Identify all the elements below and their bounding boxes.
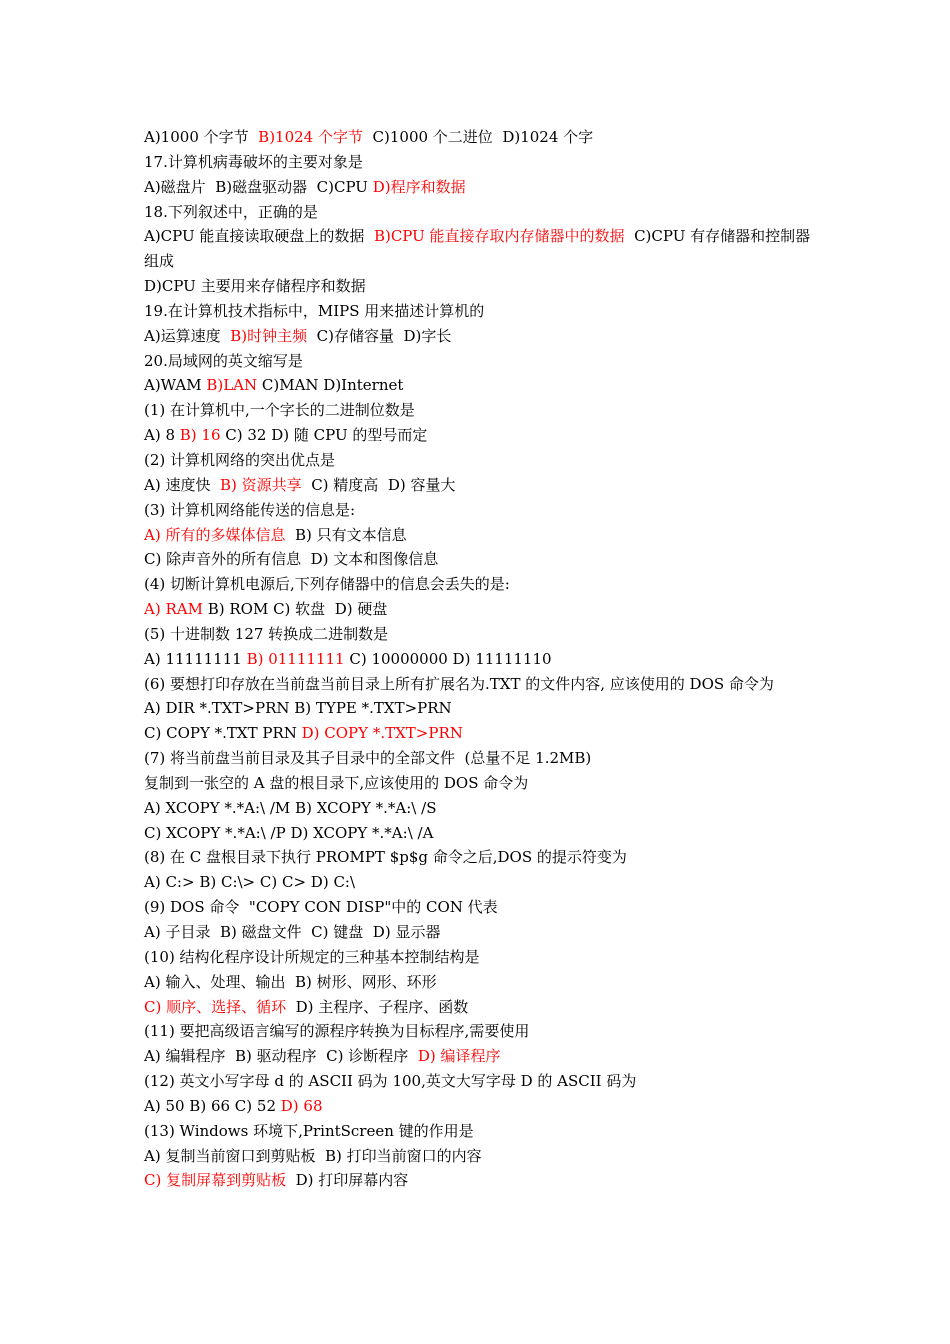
question-text: A) 编辑程序 B) 驱动程序 C) 诊断程序 — [144, 1047, 418, 1066]
question-text: (2) 计算机网络的突出优点是 — [144, 450, 336, 469]
answer-text: B)CPU 能直接存取内存储器中的数据 — [373, 227, 625, 246]
question-text: (5) 十进制数 127 转换成二进制数是 — [144, 624, 389, 643]
question-text: C) 32 D) 随 CPU 的型号而定 — [220, 426, 428, 445]
question-text: C) 除声音外的所有信息 D) 文本和图像信息 — [144, 550, 439, 569]
question-text: (12) 英文小写字母 d 的 ASCII 码为 100,英文大写字母 D 的 ASCII 码为 — [144, 1072, 637, 1091]
question-text: (13) Windows 环境下,PrintScreen 键的作用是 — [144, 1121, 474, 1140]
text-line — [144, 746, 814, 771]
text-line — [144, 224, 814, 274]
question-text: A)WAM — [144, 376, 207, 395]
text-line — [144, 945, 814, 970]
question-text: A)磁盘片 B)磁盘驱动器 C)CPU — [144, 177, 373, 196]
text-line — [144, 150, 814, 175]
question-text: A) XCOPY *.*A:\ /M B) XCOPY *.*A:\ /S — [144, 798, 437, 817]
text-line — [144, 1044, 814, 1069]
text-line — [144, 796, 814, 821]
text-line — [144, 821, 814, 846]
answer-text: C) 复制屏幕到剪贴板 — [144, 1171, 287, 1190]
question-text: 17.计算机病毒破坏的主要对象是 — [144, 152, 363, 171]
question-text: D) 主程序、子程序、函数 — [286, 997, 469, 1016]
question-text: A) 速度快 — [144, 475, 220, 494]
text-line — [144, 1144, 814, 1169]
answer-text: D) 编译程序 — [417, 1047, 501, 1066]
text-line — [144, 1168, 814, 1193]
answer-text: A) 所有的多媒体信息 — [144, 525, 286, 544]
text-line — [144, 448, 814, 473]
answer-text: B)1024 个字节 — [258, 128, 363, 146]
text-line — [144, 1019, 814, 1044]
question-text: A) 11111111 — [144, 649, 247, 668]
question-text: C) XCOPY *.*A:\ /P D) XCOPY *.*A:\ /A — [144, 823, 434, 842]
question-text: A) 50 B) 66 C) 52 — [144, 1096, 281, 1115]
question-text: 18.下列叙述中，正确的是 — [144, 202, 318, 221]
text-line — [144, 721, 814, 746]
text-line — [144, 647, 814, 672]
text-line — [144, 324, 814, 349]
question-text: A)CPU 能直接读取硬盘上的数据 — [144, 227, 374, 246]
question-text: B) 只有文本信息 — [285, 525, 407, 544]
question-text: (10) 结构化程序设计所规定的三种基本控制结构是 — [144, 947, 480, 966]
text-line — [144, 175, 814, 200]
text-line — [144, 845, 814, 870]
text-line — [144, 870, 814, 895]
question-text: B) ROM C) 软盘 D) 硬盘 — [202, 600, 388, 619]
question-text: A) 子目录 B) 磁盘文件 C) 键盘 D) 显示器 — [144, 923, 441, 941]
text-line — [144, 995, 814, 1020]
text-line — [144, 349, 814, 374]
text-line — [144, 523, 814, 548]
answer-text: B)时钟主频 — [230, 326, 308, 345]
text-line — [144, 200, 814, 225]
question-text: A) 复制当前窗口到剪贴板 B) 打印当前窗口的内容 — [144, 1146, 482, 1165]
question-text: (6) 要想打印存放在当前盘当前目录上所有扩展名为.TXT 的文件内容, 应该使用的 DOS 命令为 — [144, 674, 774, 693]
question-list — [144, 125, 814, 1193]
question-text: (7) 将当前盘当前目录及其子目录中的全部文件 (总量不足 1.2MB) — [144, 749, 592, 768]
answer-text: A) RAM — [144, 600, 203, 619]
text-line — [144, 125, 814, 150]
text-line — [144, 895, 814, 920]
text-line — [144, 299, 814, 324]
answer-text: B) 资源共享 — [220, 475, 302, 494]
text-line — [144, 970, 814, 995]
text-line — [144, 274, 814, 299]
text-line — [144, 920, 814, 945]
question-text: C) 10000000 D) 11111110 — [344, 649, 552, 668]
question-text: 复制到一张空的 A 盘的根目录下,应该使用的 DOS 命令为 — [144, 773, 529, 792]
question-text: A) DIR *.TXT>PRN B) TYPE *.TXT>PRN — [144, 699, 452, 718]
question-text: (3) 计算机网络能传送的信息是: — [144, 500, 356, 519]
text-line — [144, 572, 814, 597]
text-line — [144, 373, 814, 398]
answer-text: B) 01111111 — [246, 649, 345, 668]
answer-text: B)LAN — [206, 376, 258, 395]
answer-text: D) COPY *.TXT>PRN — [301, 724, 463, 743]
question-text: C)CPU 有存储器和控制器组成 — [144, 227, 811, 271]
question-text: C)1000 个二进位 D)1024 个字 — [363, 128, 594, 146]
question-text: D)CPU 主要用来存储程序和数据 — [144, 277, 366, 296]
answer-text: B) 16 — [179, 426, 221, 445]
text-line — [144, 498, 814, 523]
question-text: A) 输入、处理、输出 B) 树形、网形、环形 — [144, 972, 437, 991]
text-line — [144, 473, 814, 498]
question-text: A)运算速度 — [144, 326, 231, 345]
question-text: (9) DOS 命令 "COPY CON DISP"中的 CON 代表 — [144, 898, 498, 917]
text-line — [144, 696, 814, 721]
question-text: A) 8 — [144, 426, 180, 445]
text-line — [144, 597, 814, 622]
text-line — [144, 423, 814, 448]
text-line — [144, 672, 814, 697]
question-text: 19.在计算机技术指标中，MIPS 用来描述计算机的 — [144, 301, 485, 320]
text-line — [144, 771, 814, 796]
text-line — [144, 1069, 814, 1094]
question-text: A)1000 个字节 — [144, 128, 259, 146]
text-line — [144, 398, 814, 423]
question-text: (4) 切断计算机电源后,下列存储器中的信息会丢失的是: — [144, 575, 510, 594]
answer-text: C) 顺序、选择、循环 — [144, 997, 287, 1016]
text-line — [144, 1094, 814, 1119]
question-text: (8) 在 C 盘根目录下执行 PROMPT $p$g 命令之后,DOS 的提示符变为 — [144, 848, 627, 867]
question-text: 20.局域网的英文缩写是 — [144, 351, 303, 370]
text-line — [144, 547, 814, 572]
question-text: C)MAN D)Internet — [257, 376, 404, 395]
text-line — [144, 1119, 814, 1144]
question-text: C) COPY *.TXT PRN — [144, 724, 302, 743]
question-text: C)存储容量 D)字长 — [307, 326, 452, 345]
question-text: (11) 要把高级语言编写的源程序转换为目标程序,需要使用 — [144, 1022, 530, 1041]
question-text: D) 打印屏幕内容 — [286, 1171, 409, 1190]
answer-text: D)程序和数据 — [372, 177, 466, 196]
question-text: (1) 在计算机中,一个字长的二进制位数是 — [144, 401, 415, 420]
answer-text: D) 68 — [280, 1096, 323, 1115]
text-line — [144, 622, 814, 647]
question-text: C) 精度高 D) 容量大 — [301, 475, 456, 494]
question-text: A) C:> B) C:\> C) C> D) C:\ — [144, 873, 356, 892]
